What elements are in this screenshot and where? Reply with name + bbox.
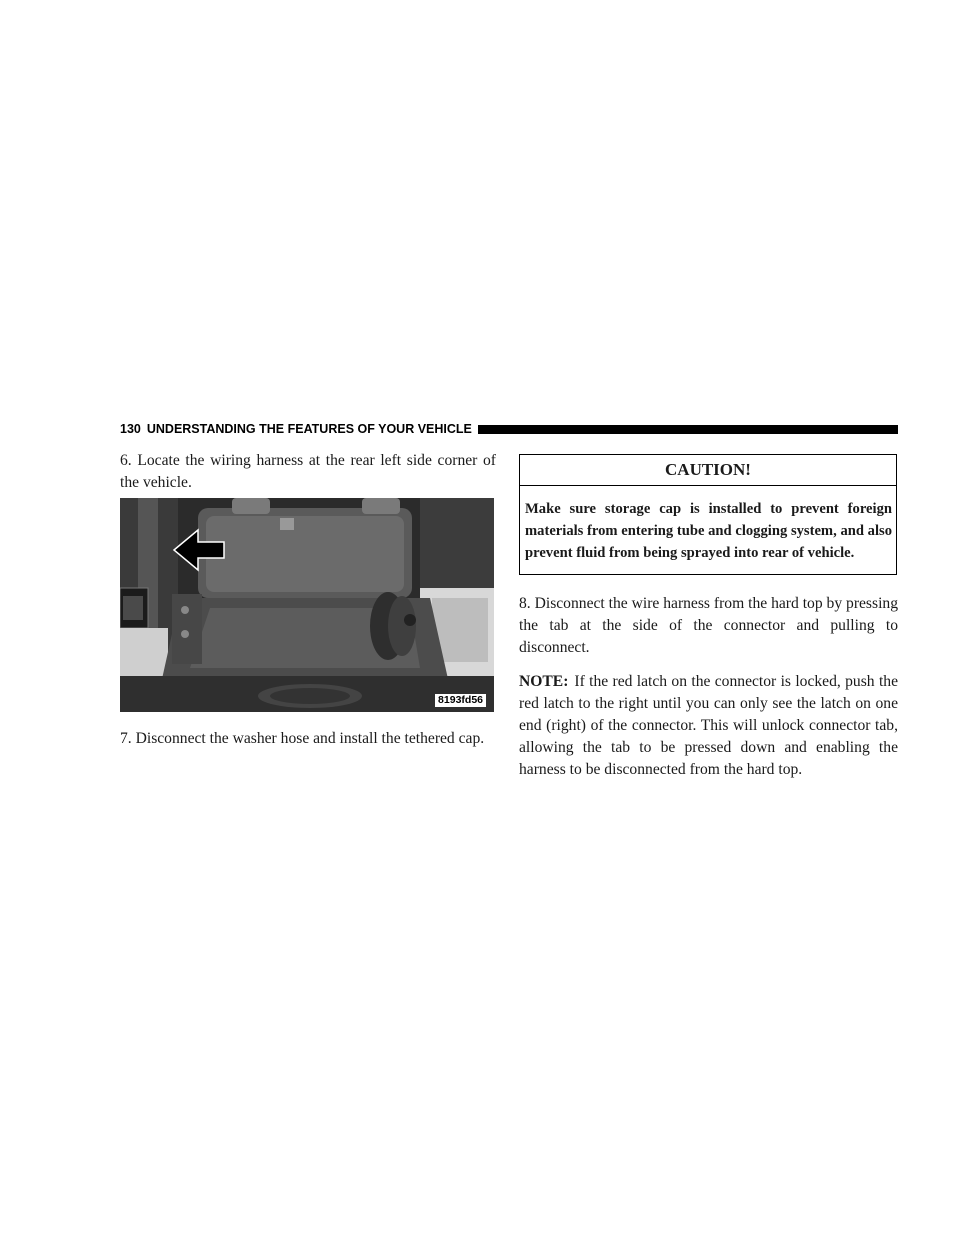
note-label: NOTE: bbox=[519, 673, 569, 690]
left-column bbox=[120, 450, 496, 750]
step-6-text: 6. Locate the wiring harness at the rear left side corner of the vehicle. bbox=[120, 452, 496, 491]
caution-box bbox=[519, 454, 897, 575]
section-title: UNDERSTANDING THE FEATURES OF YOUR VEHICLE bbox=[146, 422, 472, 436]
page-header bbox=[120, 421, 898, 437]
cargo-area-photo bbox=[120, 498, 494, 712]
right-column bbox=[519, 454, 898, 781]
figure-code: 8193fd56 bbox=[435, 694, 486, 707]
page-number: 130 bbox=[120, 422, 141, 436]
note-text: If the red latch on the connector is locked, push the red latch to the right until you can only see the latch on one end (right) of the connector. This will unlock connector tab, allowing the tab to be pressed down and enabling the harness to be disconnected from the hard top. bbox=[519, 673, 898, 778]
header-rule bbox=[478, 425, 898, 434]
cargo-area-illustration bbox=[120, 498, 494, 712]
caution-text: Make sure storage cap is installed to prevent foreign materials from entering tube and clogging system, and also prevent fluid from being sprayed into rear of vehicle. bbox=[525, 501, 892, 561]
note-paragraph bbox=[519, 671, 898, 781]
step-7-text: 7. Disconnect the washer hose and install the tethered cap. bbox=[120, 730, 485, 747]
caution-title: CAUTION! bbox=[520, 455, 896, 486]
step-8-text: 8. Disconnect the wire harness from the hard top by pressing the tab at the side of the connector and pulling to disconnect. bbox=[519, 595, 898, 656]
